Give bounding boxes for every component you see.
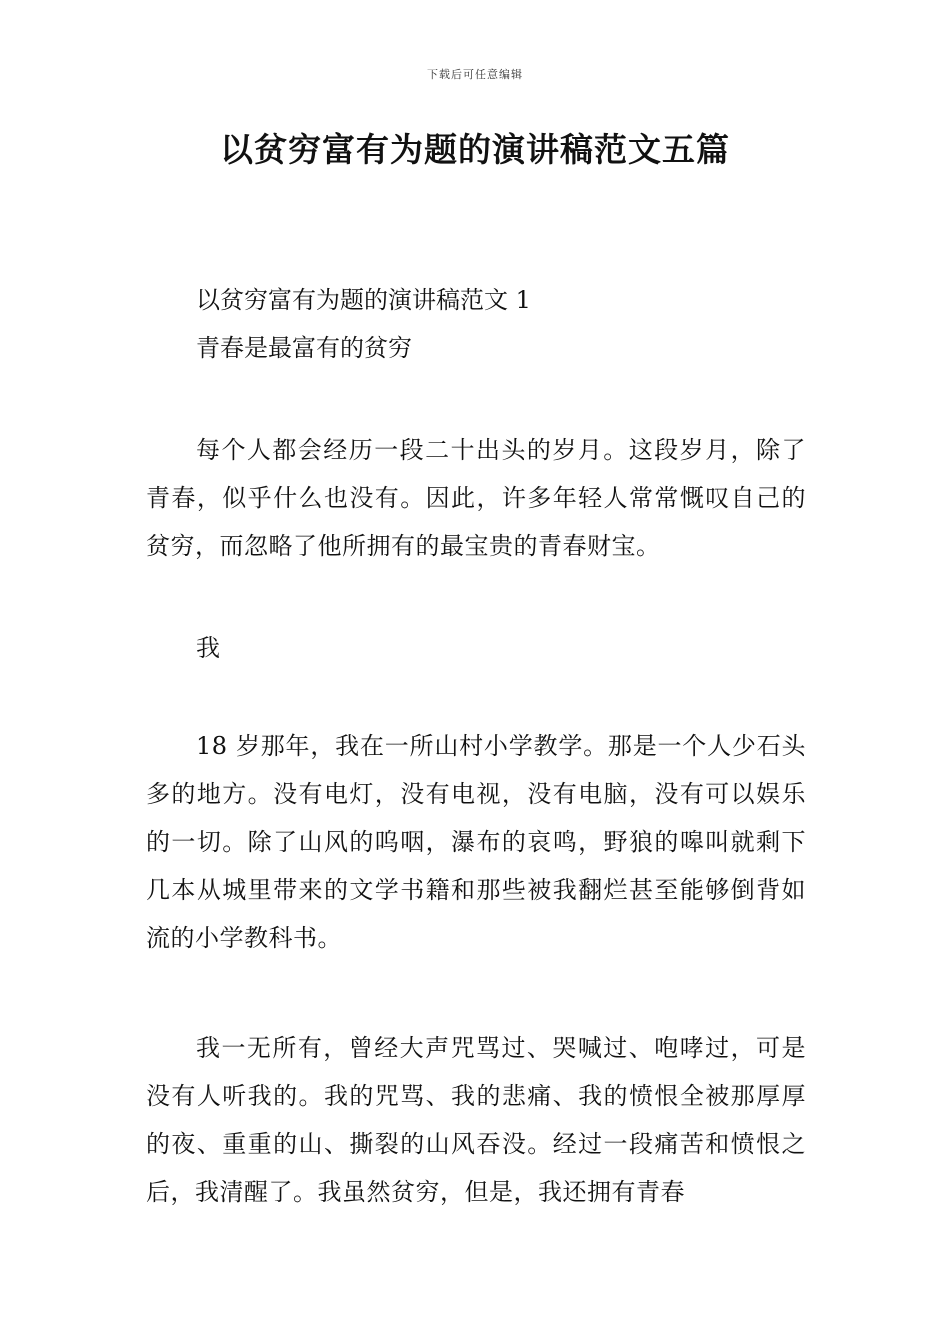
header-note: 下载后可任意编辑 [427, 68, 523, 81]
document-title: 以贫穷富有为题的演讲稿范文五篇 [220, 130, 730, 169]
paragraph-2: 我 [196, 634, 221, 662]
essay-title: 青春是最富有的贫穷 [196, 334, 412, 362]
paragraph-1: 每个人都会经历一段二十出头的岁月。这段岁月，除了青春，似乎什么也没有。因此，许多年轻人常常慨叹自己的贫穷，而忽略了他所拥有的最宝贵的青春财宝。 [146, 436, 806, 560]
paragraph-3: 18 岁那年，我在一所山村小学教学。那是一个人少石头多的地方。没有电灯，没有电视，没有电脑，没有可以娱乐的一切。除了山风的呜咽，瀑布的哀鸣，野狼的嗥叫就剩下几本从城里带来的文学书籍和那些被我翻烂甚至能够倒背如流的小学教科书。 [146, 732, 806, 952]
paragraph-4: 我一无所有，曾经大声咒骂过、哭喊过、咆哮过，可是没有人听我的。我的咒骂、我的悲痛、我的愤恨全被那厚厚的夜、重重的山、撕裂的山风吞没。经过一段痛苦和愤恨之后，我清醒了。我虽然贫穷，但是，我还拥有青春 [146, 1034, 806, 1206]
section-subheading: 以贫穷富有为题的演讲稿范文 1 [196, 286, 531, 314]
